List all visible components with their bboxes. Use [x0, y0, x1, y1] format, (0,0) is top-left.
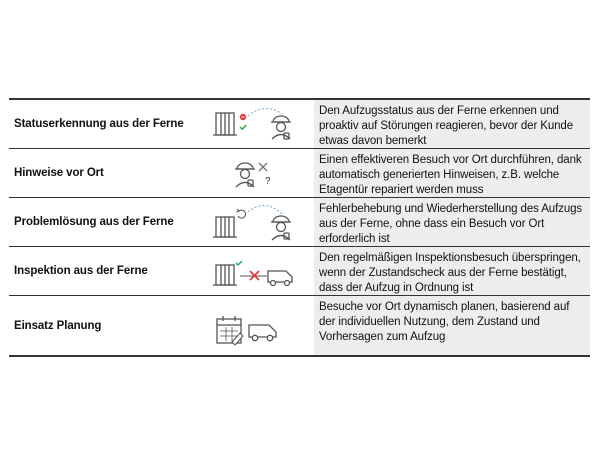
row-icons — [210, 296, 314, 355]
calendar-icon — [217, 316, 243, 345]
table-row — [9, 247, 590, 296]
van-icon — [249, 325, 276, 341]
connection-arc-icon — [248, 108, 282, 116]
technician-icon — [235, 163, 255, 187]
elevator-icon — [213, 265, 237, 285]
refresh-icon — [237, 209, 246, 218]
status-badge-icon — [240, 114, 246, 129]
connection-arc-icon — [248, 205, 282, 214]
table-row — [9, 198, 590, 247]
row-label: Hinweise vor Ort — [14, 167, 104, 179]
row-icons — [210, 198, 314, 246]
elevator-icon — [213, 113, 237, 135]
table-row — [9, 149, 590, 198]
row-label: Einsatz Planung — [14, 319, 102, 332]
van-icon — [268, 271, 292, 286]
row-icons — [210, 247, 314, 295]
row-label: Statuserkennung aus der Ferne — [14, 118, 184, 130]
question-mark: ? — [265, 176, 271, 187]
row-icons — [210, 100, 314, 148]
checkmark-icon — [236, 261, 242, 265]
technician-icon — [271, 216, 291, 240]
feature-table — [9, 98, 590, 357]
row-description: Einen effektiveren Besuch vor Ort durchführen, dank automatisch generierten Hinweisen, z.B. welche Etagentür repariert werden muss — [314, 149, 590, 197]
row-description: Den Aufzugsstatus aus der Ferne erkennen und proaktiv auf Störungen reagieren, bevor der Kunde etwas davon bemerkt — [314, 100, 590, 148]
row-label: Inspektion aus der Ferne — [14, 265, 148, 277]
table-row — [9, 296, 590, 357]
row-description: Fehlerbehebung und Wiederherstellung des Aufzugs aus der Ferne, ohne dass ein Besuch vor Ort erforderlich ist — [314, 198, 590, 246]
table-row — [9, 100, 590, 149]
row-description: Besuche vor Ort dynamisch planen, basierend auf der individuellen Nutzung, dem Zustand und Vorhersagen zum Aufzug — [314, 296, 590, 355]
row-label: Problemlösung aus der Ferne — [14, 216, 174, 228]
technician-icon — [271, 116, 291, 139]
row-description: Den regelmäßigen Inspektionsbesuch überspringen, wenn der Zustandscheck aus der Ferne bestätigt, dass der Aufzug in Ordnung ist — [314, 247, 590, 295]
elevator-icon — [213, 217, 237, 237]
row-icons — [210, 149, 314, 197]
tools-icon — [259, 163, 267, 171]
